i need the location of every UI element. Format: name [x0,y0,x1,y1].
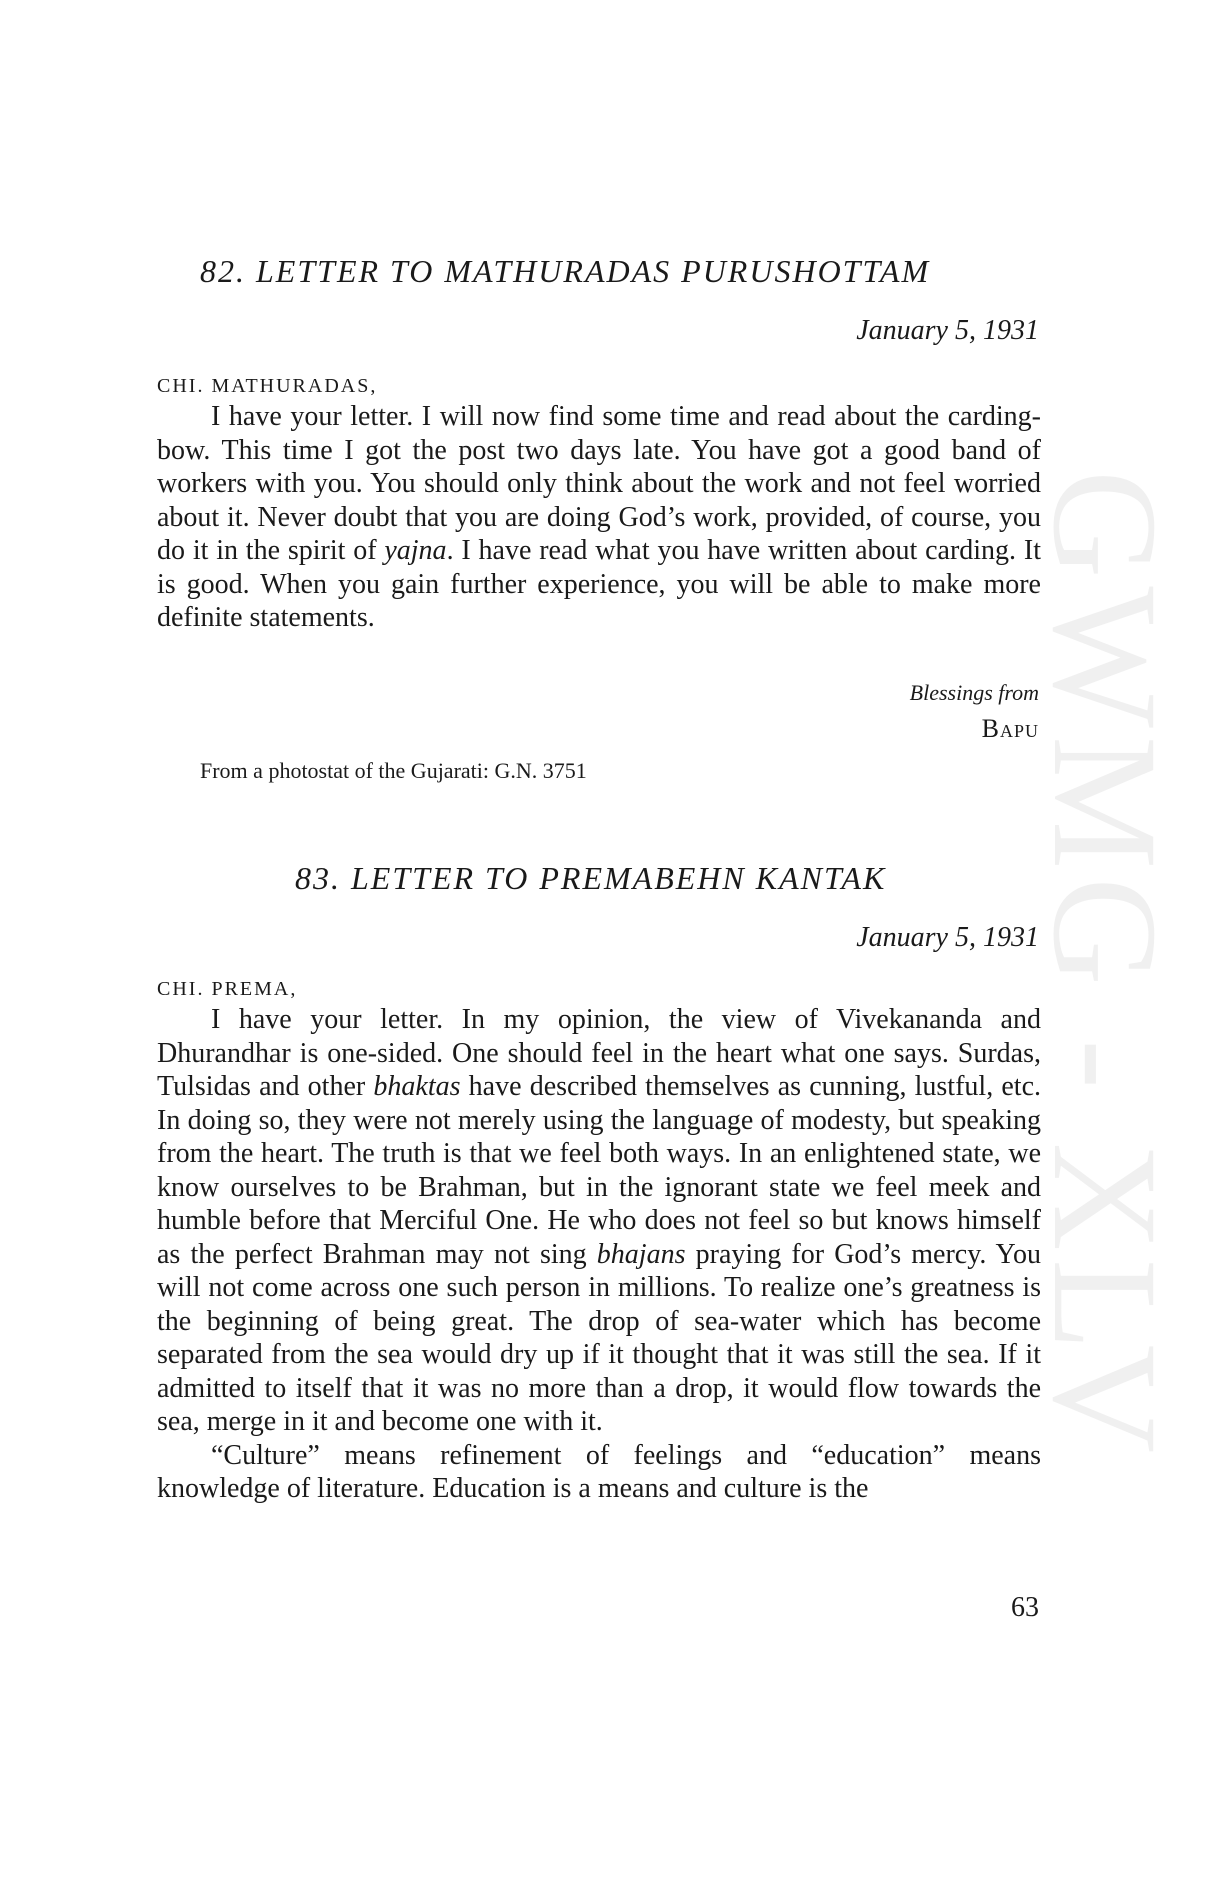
letter-82-heading: 82. LETTER TO MATHURADAS PURUSHOTTAM [200,253,931,289]
letter-83-italic-bhajans: bhajans [596,1238,686,1270]
letter-82-italic-yajna: yajna [384,535,447,566]
blessings-from: Blessings from [909,680,1039,705]
letter-82-text-2: . I have read what you have written about carding. It is good. When you gain further experience, you will be able to make more definite statements. [157,535,1041,633]
letter-83-paragraph-1 [157,1003,1041,1439]
letter-83-salutation: CHI. PREMA, [157,978,298,1000]
letter-83-date: January 5, 1931 [856,922,1039,953]
signature: Bapu [981,714,1039,743]
letter-83-text-b: have described themselves as cunning, lustful, etc. In doing so, they were not merely using the language of modesty, but speaking from the heart. The truth is that we feel both ways. In an enlightened state, we know ourselves to be Brahman, but in the ignorant state we feel meek and humble before that Merciful One. He who does not feel so but knows himself as the perfect Brahman may not sing [157,1071,1042,1270]
letter-83-body [157,1003,1041,1506]
letter-82-salutation: CHI. MATHURADAS, [157,375,378,397]
letter-82-date: January 5, 1931 [856,315,1039,346]
watermark: GWMG - XLV [1022,470,1188,1462]
page-number: 63 [1011,1592,1039,1623]
letter-82-text-1: I have your letter. I will now find some time and read about the carding-bow. This time I got the post two days late. You have got a good band of workers with you. You should only think about the work and not feel worried about it. Never doubt that you are doing God’s work, provided, of course, you do it in the spirit of [157,401,1041,566]
letter-83-text-a: I have your letter. In my opinion, the view of Vivekananda and Dhurandhar is one-sided. One should feel in the heart what one says. Surdas, Tulsidas and other [157,1004,1041,1102]
letter-82-closing [910,680,1039,744]
letter-83-heading: 83. LETTER TO PREMABEHN KANTAK [295,860,887,896]
letter-82-source: From a photostat of the Gujarati: G.N. 3751 [200,758,587,783]
letter-83-italic-bhaktas: bhaktas [373,1071,461,1102]
letter-82-body [157,400,1041,635]
letter-83-text-c: praying for God’s mercy. You will not come across one such person in millions. To realize one’s greatness is the beginning of being great. The drop of sea-water which has become separated from the sea would dry up if it thought that it was still the sea. If it admitted to itself that it was no more than a drop, it would flow towards the sea, merge in it and become one with it. [157,1238,1041,1437]
letter-83-paragraph-2: “Culture” means refinement of feelings and “education” means knowledge of literature. Education is a means and culture is the [157,1439,1041,1504]
